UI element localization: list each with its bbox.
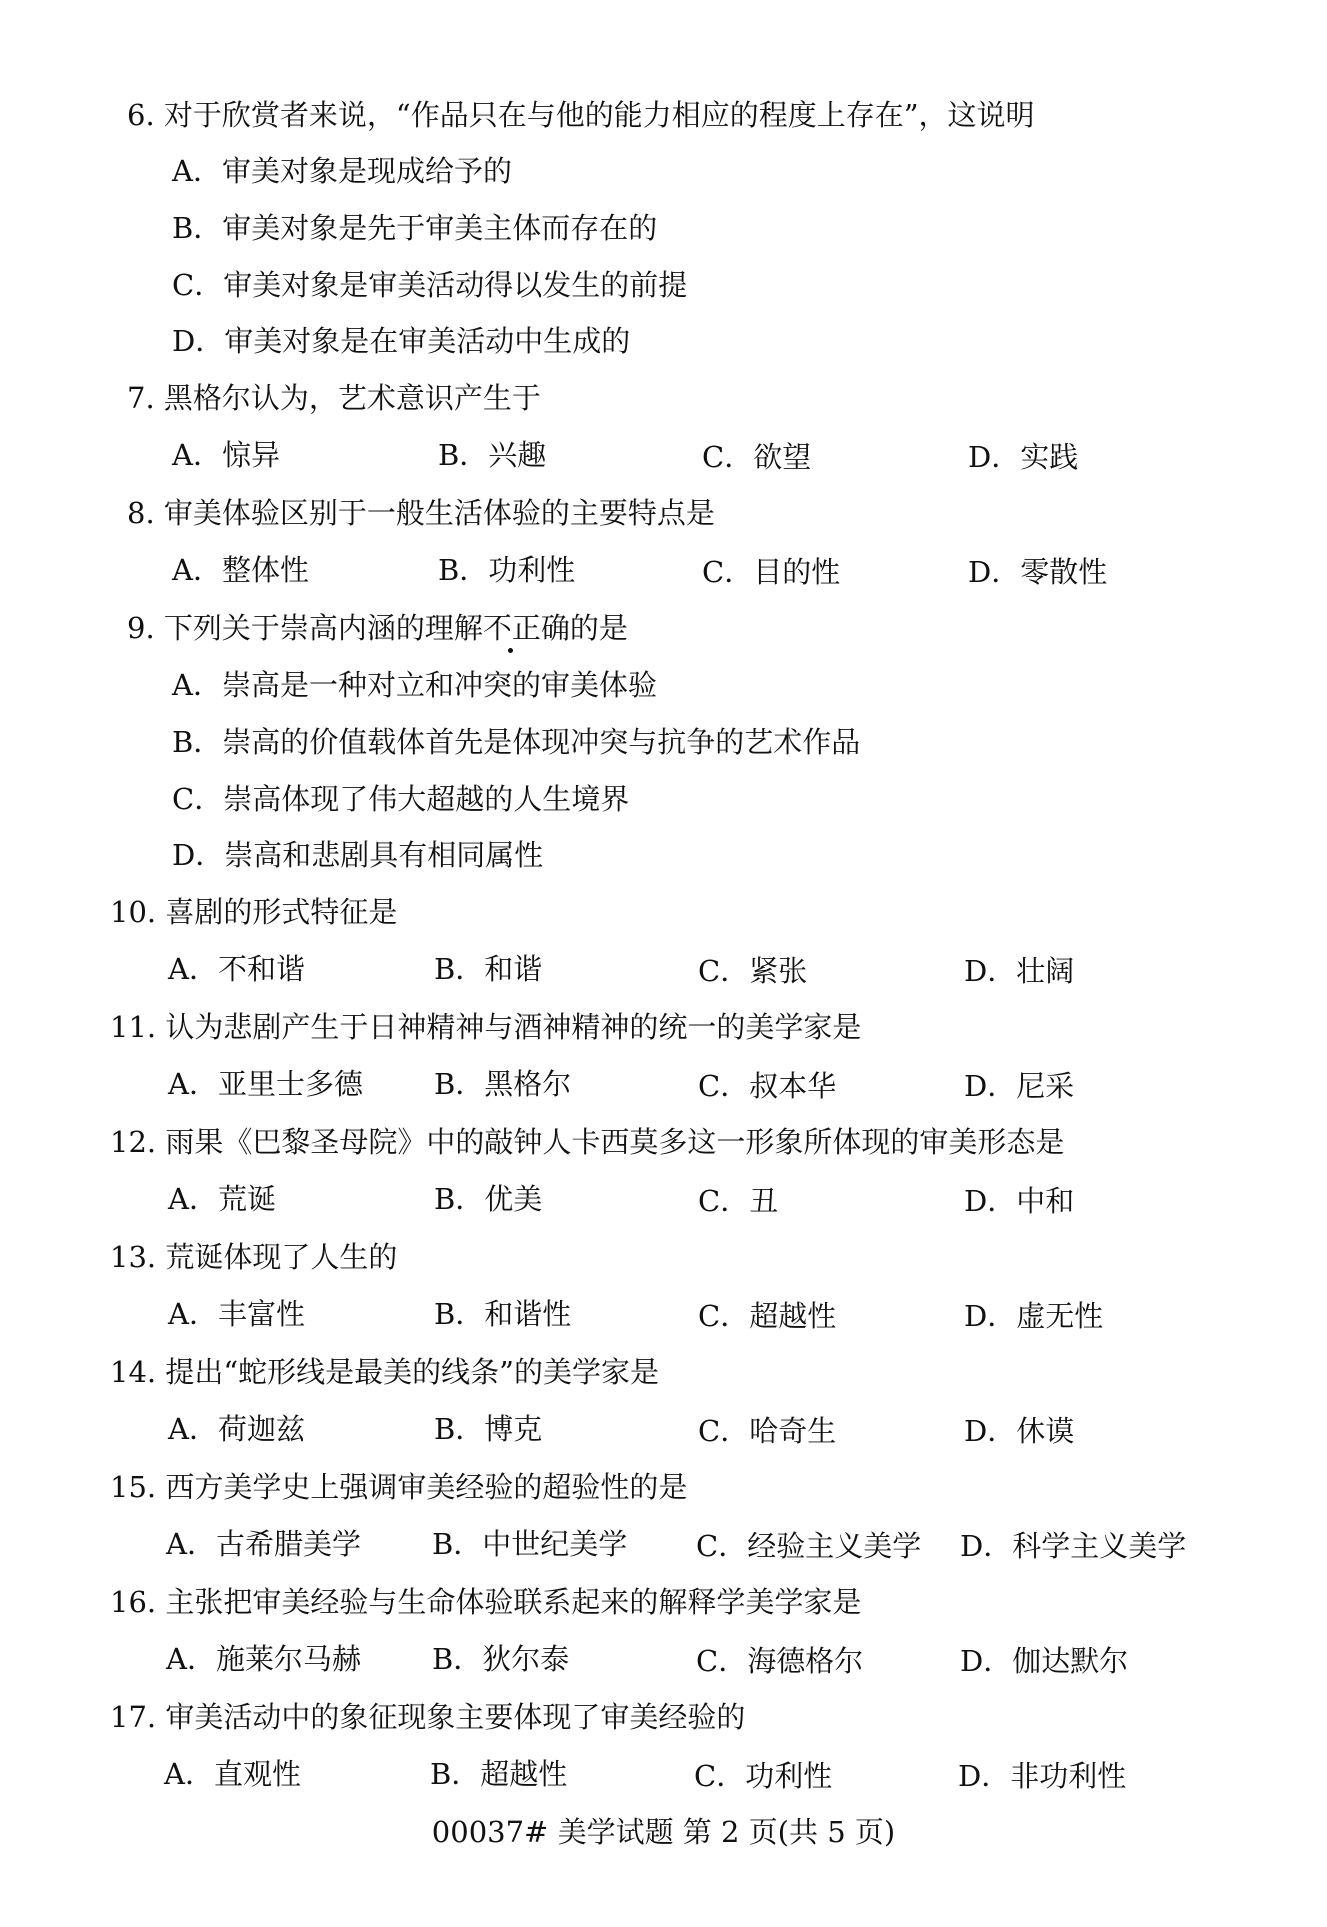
question-6-option-d: D．审美对象是在审美活动中生成的 bbox=[172, 324, 631, 358]
question-16-option-b: B．狄尔泰 bbox=[432, 1642, 570, 1676]
question-16-number: 16. bbox=[110, 1585, 157, 1619]
question-6-option-b: B．审美对象是先于审美主体而存在的 bbox=[172, 211, 658, 245]
question-9-stem bbox=[127, 611, 628, 645]
question-14-option-c: C．哈奇生 bbox=[698, 1414, 837, 1448]
question-13-option-b: B．和谐性 bbox=[434, 1297, 572, 1331]
question-12-option-b: B．优美 bbox=[434, 1182, 543, 1216]
question-13-text: 荒诞体现了人生的 bbox=[165, 1240, 398, 1274]
question-11-option-b: B．黑格尔 bbox=[434, 1067, 572, 1101]
question-10-option-b: B．和谐 bbox=[434, 952, 543, 986]
question-15-option-a: A．古希腊美学 bbox=[166, 1527, 361, 1561]
question-8-text: 审美体验区别于一般生活体验的主要特点是 bbox=[163, 496, 715, 530]
question-17-option-b: B．超越性 bbox=[430, 1757, 568, 1791]
question-15-number: 15. bbox=[110, 1470, 157, 1504]
question-14-stem bbox=[110, 1355, 659, 1389]
question-7-option-d: D．实践 bbox=[968, 440, 1079, 474]
question-12-text: 雨果《巴黎圣母院》中的敲钟人卡西莫多这一形象所体现的审美形态是 bbox=[165, 1125, 1065, 1159]
question-17-option-d: D．非功利性 bbox=[958, 1759, 1127, 1793]
question-12-option-a: A．荒诞 bbox=[168, 1182, 276, 1216]
question-8-number: 8. bbox=[127, 496, 155, 530]
question-15-stem bbox=[110, 1470, 688, 1504]
question-14-option-a: A．荷迦兹 bbox=[168, 1412, 305, 1446]
question-11-option-c: C．叔本华 bbox=[698, 1069, 837, 1103]
question-6-number: 6. bbox=[127, 98, 155, 132]
question-9-option-c: C．崇高体现了伟大超越的人生境界 bbox=[172, 782, 630, 816]
question-14-number: 14. bbox=[110, 1355, 157, 1389]
question-10-stem bbox=[110, 895, 398, 929]
question-14-option-d: D．休谟 bbox=[964, 1414, 1075, 1448]
question-11-text: 认为悲剧产生于日神精神与酒神精神的统一的美学家是 bbox=[165, 1010, 862, 1044]
question-7-text: 黑格尔认为，艺术意识产生于 bbox=[163, 381, 541, 415]
question-16-option-d: D．伽达默尔 bbox=[960, 1644, 1129, 1678]
question-13-option-a: A．丰富性 bbox=[168, 1297, 305, 1331]
question-14-option-b: B．博克 bbox=[434, 1412, 543, 1446]
question-15-option-c: C．经验主义美学 bbox=[696, 1529, 922, 1563]
question-15-option-b: B．中世纪美学 bbox=[432, 1527, 628, 1561]
question-8-option-d: D．零散性 bbox=[968, 555, 1108, 589]
question-16-stem bbox=[110, 1585, 862, 1619]
question-9-text: 下列关于崇高内涵的理解不正确的是 bbox=[163, 611, 628, 645]
question-7-option-a: A．惊异 bbox=[172, 438, 280, 472]
question-15-option-d: D．科学主义美学 bbox=[960, 1529, 1187, 1563]
question-16-option-c: C．海德格尔 bbox=[696, 1644, 864, 1678]
question-7-option-b: B．兴趣 bbox=[438, 438, 547, 472]
question-9-number: 9. bbox=[127, 611, 155, 645]
question-14-text: 提出“蛇形线是最美的线条”的美学家是 bbox=[165, 1355, 659, 1389]
question-7-option-c: C．欲望 bbox=[702, 440, 812, 474]
question-8-stem bbox=[127, 496, 715, 530]
question-11-number: 11. bbox=[110, 1010, 157, 1044]
question-12-option-c: C．丑 bbox=[698, 1184, 779, 1218]
question-10-number: 10. bbox=[110, 895, 157, 929]
question-12-stem bbox=[110, 1125, 1065, 1159]
question-6-option-a: A．审美对象是现成给予的 bbox=[172, 154, 512, 188]
question-11-option-d: D．尼采 bbox=[964, 1069, 1075, 1103]
question-11-stem bbox=[110, 1010, 862, 1044]
question-6-stem bbox=[127, 98, 1035, 132]
question-10-option-c: C．紧张 bbox=[698, 954, 808, 988]
question-17-stem bbox=[110, 1700, 746, 1734]
question-6-text: 对于欣赏者来说，“作品只在与他的能力相应的程度上存在”，这说明 bbox=[163, 98, 1035, 132]
page-footer: 00037# 美学试题 第 2 页(共 5 页) bbox=[431, 1815, 896, 1849]
question-10-option-a: A．不和谐 bbox=[168, 952, 305, 986]
question-9-option-a: A．崇高是一种对立和冲突的审美体验 bbox=[172, 668, 657, 702]
question-17-text: 审美活动中的象征现象主要体现了审美经验的 bbox=[165, 1700, 746, 1734]
question-8-option-c: C．目的性 bbox=[702, 555, 841, 589]
question-12-option-d: D．中和 bbox=[964, 1184, 1075, 1218]
question-6-option-c: C．审美对象是审美活动得以发生的前提 bbox=[172, 268, 688, 302]
question-16-option-a: A．施莱尔马赫 bbox=[166, 1642, 361, 1676]
question-17-option-a: A．直观性 bbox=[164, 1757, 301, 1791]
question-17-option-c: C．功利性 bbox=[694, 1759, 833, 1793]
question-13-number: 13. bbox=[110, 1240, 157, 1274]
question-9-option-b: B．崇高的价值载体首先是体现冲突与抗争的艺术作品 bbox=[172, 725, 861, 759]
question-17-number: 17. bbox=[110, 1700, 157, 1734]
question-13-option-d: D．虚无性 bbox=[964, 1299, 1104, 1333]
question-12-number: 12. bbox=[110, 1125, 157, 1159]
question-7-number: 7. bbox=[127, 381, 155, 415]
question-11-option-a: A．亚里士多德 bbox=[168, 1067, 363, 1101]
question-8-option-a: A．整体性 bbox=[172, 553, 309, 587]
question-10-option-d: D．壮阔 bbox=[964, 954, 1075, 988]
question-13-stem bbox=[110, 1240, 398, 1274]
question-13-option-c: C．超越性 bbox=[698, 1299, 837, 1333]
question-10-text: 喜剧的形式特征是 bbox=[165, 895, 398, 929]
question-8-option-b: B．功利性 bbox=[438, 553, 576, 587]
question-7-stem bbox=[127, 381, 541, 415]
question-15-text: 西方美学史上强调审美经验的超验性的是 bbox=[165, 1470, 688, 1504]
question-16-text: 主张把审美经验与生命体验联系起来的解释学美学家是 bbox=[165, 1585, 862, 1619]
emphasis-dot bbox=[508, 648, 513, 653]
question-9-option-d: D．崇高和悲剧具有相同属性 bbox=[172, 838, 544, 872]
